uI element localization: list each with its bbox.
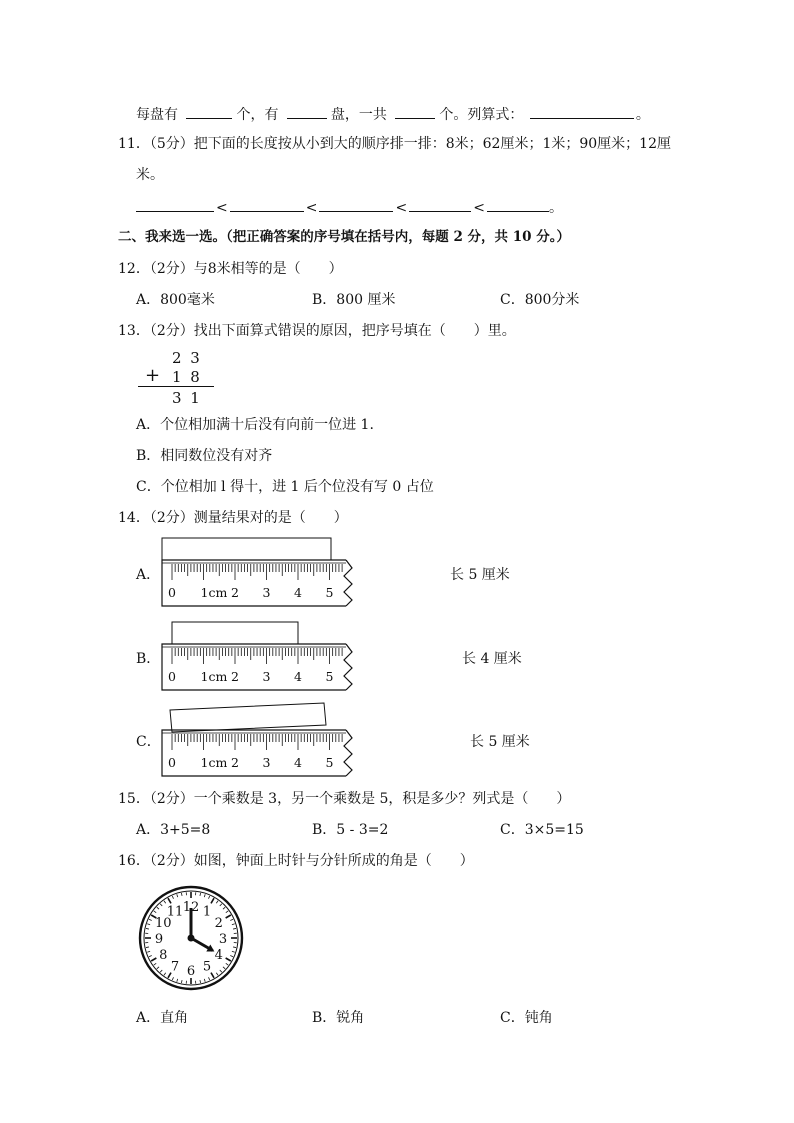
clock-number: 11 bbox=[166, 904, 184, 920]
clock-number: 1 bbox=[202, 904, 212, 920]
q15-option-c[interactable]: C．3×5=15 bbox=[500, 822, 584, 838]
ruler-figure-c bbox=[158, 700, 368, 778]
wrong-result: 3 1 bbox=[172, 389, 202, 407]
ruler-tick-label: 5 bbox=[325, 755, 334, 770]
plus-sign: + bbox=[145, 365, 161, 386]
clock-number: 12 bbox=[182, 900, 200, 915]
ruler-tick-label: 1cm bbox=[200, 585, 228, 600]
ruler-tick-label: 2 bbox=[231, 755, 239, 770]
section-title: 二、我来选一选。（把正确答案的序号填在括号内，每题 2 分，共 10 分。） bbox=[118, 229, 570, 245]
measured-strip bbox=[162, 538, 331, 560]
clock-number: 9 bbox=[154, 932, 164, 947]
ruler-tick-label: 0 bbox=[168, 755, 176, 770]
clock-number: 8 bbox=[159, 948, 168, 963]
answer-blank[interactable] bbox=[287, 104, 327, 119]
q11-ordering: < < < < 。 bbox=[136, 197, 563, 217]
addend-2: 1 8 bbox=[172, 368, 202, 386]
ruler-figure-a bbox=[158, 536, 368, 608]
q14-option-c-letter[interactable]: C． bbox=[136, 734, 161, 750]
ruler-tick-label: 0 bbox=[168, 585, 176, 600]
q16-stem: 16．（2分）如图，钟面上时针与分针所成的角是（ ） bbox=[118, 853, 474, 869]
q14-option-c-caption: 长 5 厘米 bbox=[470, 734, 530, 750]
q13-option-a[interactable]: A．个位相加满十后没有向前一位进 1. bbox=[136, 417, 374, 433]
q11-stem-cont: 米。 bbox=[136, 167, 164, 183]
q12-option-a[interactable]: A．800毫米 bbox=[136, 292, 215, 308]
ruler-break-edge bbox=[344, 730, 352, 776]
answer-blank[interactable] bbox=[530, 104, 634, 119]
q12-stem: 12．（2分）与8米相等的是（ ） bbox=[118, 261, 343, 277]
ruler-tick-label: 1cm bbox=[200, 755, 228, 770]
answer-blank[interactable] bbox=[186, 104, 232, 119]
ruler-tick-label: 4 bbox=[294, 669, 302, 684]
ruler-tick-label: 2 bbox=[231, 585, 239, 600]
ruler-tick-label: 3 bbox=[262, 585, 271, 600]
q13-stem: 13．（2分）找出下面算式错误的原因，把序号填在（ ）里。 bbox=[118, 323, 516, 339]
q14-option-a-letter[interactable]: A． bbox=[136, 567, 161, 583]
q13-option-c[interactable]: C．个位相加 l 得十，进 1 后个位没有写 0 占位 bbox=[136, 479, 434, 495]
clock-number: 7 bbox=[170, 959, 180, 975]
sum-line bbox=[138, 386, 214, 387]
clock-number: 10 bbox=[155, 916, 172, 931]
q14-option-b-letter[interactable]: B． bbox=[136, 651, 161, 667]
clock-number: 5 bbox=[202, 959, 212, 975]
measured-strip bbox=[170, 703, 326, 732]
q14-stem: 14．（2分）测量结果对的是（ ） bbox=[118, 510, 348, 526]
q11-stem: 11．（5分）把下面的长度按从小到大的顺序排一排：8米；62厘米；1米；90厘米；12厘 bbox=[118, 136, 671, 152]
q15-option-b[interactable]: B．5 - 3=2 bbox=[312, 822, 389, 838]
answer-blank[interactable] bbox=[395, 104, 435, 119]
clock-center-pin bbox=[188, 935, 195, 942]
clock-number: 3 bbox=[218, 932, 228, 947]
ruler-tick-label: 4 bbox=[294, 585, 302, 600]
ruler-tick-label: 3 bbox=[262, 669, 271, 684]
q15-stem: 15．（2分）一个乘数是 3，另一个乘数是 5，积是多少？列式是（ ） bbox=[118, 791, 571, 807]
clock-number: 2 bbox=[214, 916, 223, 931]
ruler-tick-label: 5 bbox=[325, 585, 334, 600]
q10-line: 每盘有 个，有 盘，一共 个。列算式： 。 bbox=[136, 104, 650, 124]
ruler-tick-label: 3 bbox=[262, 755, 271, 770]
measured-strip bbox=[172, 622, 298, 644]
ruler-break-edge bbox=[344, 560, 352, 606]
ruler-tick-label: 4 bbox=[294, 755, 302, 770]
addend-1: 2 3 bbox=[172, 349, 202, 367]
answer-blank[interactable] bbox=[409, 197, 471, 212]
answer-blank[interactable] bbox=[319, 197, 393, 212]
ruler-figure-b bbox=[158, 620, 368, 692]
q14-option-a-caption: 长 5 厘米 bbox=[450, 567, 510, 583]
q15-option-a[interactable]: A．3+5=8 bbox=[136, 822, 211, 838]
answer-blank[interactable] bbox=[136, 197, 214, 212]
clock-number: 4 bbox=[214, 948, 223, 963]
q16-option-c[interactable]: C．钝角 bbox=[500, 1010, 553, 1026]
q16-option-a[interactable]: A．直角 bbox=[136, 1010, 189, 1026]
q13-option-b[interactable]: B．相同数位没有对齐 bbox=[136, 448, 273, 464]
ruler-tick-label: 5 bbox=[325, 669, 334, 684]
q16-option-b[interactable]: B．锐角 bbox=[312, 1010, 365, 1026]
ruler-tick-label: 2 bbox=[231, 669, 239, 684]
ruler-break-edge bbox=[344, 644, 352, 690]
clock-face bbox=[137, 884, 245, 992]
answer-blank[interactable] bbox=[487, 197, 549, 212]
q14-option-b-caption: 长 4 厘米 bbox=[462, 651, 522, 667]
ruler-tick-label: 0 bbox=[168, 669, 176, 684]
ruler-tick-label: 1cm bbox=[200, 669, 228, 684]
q12-option-c[interactable]: C．800分米 bbox=[500, 292, 580, 308]
clock-number: 6 bbox=[186, 964, 196, 979]
q12-option-b[interactable]: B．800 厘米 bbox=[312, 292, 396, 308]
answer-blank[interactable] bbox=[230, 197, 304, 212]
